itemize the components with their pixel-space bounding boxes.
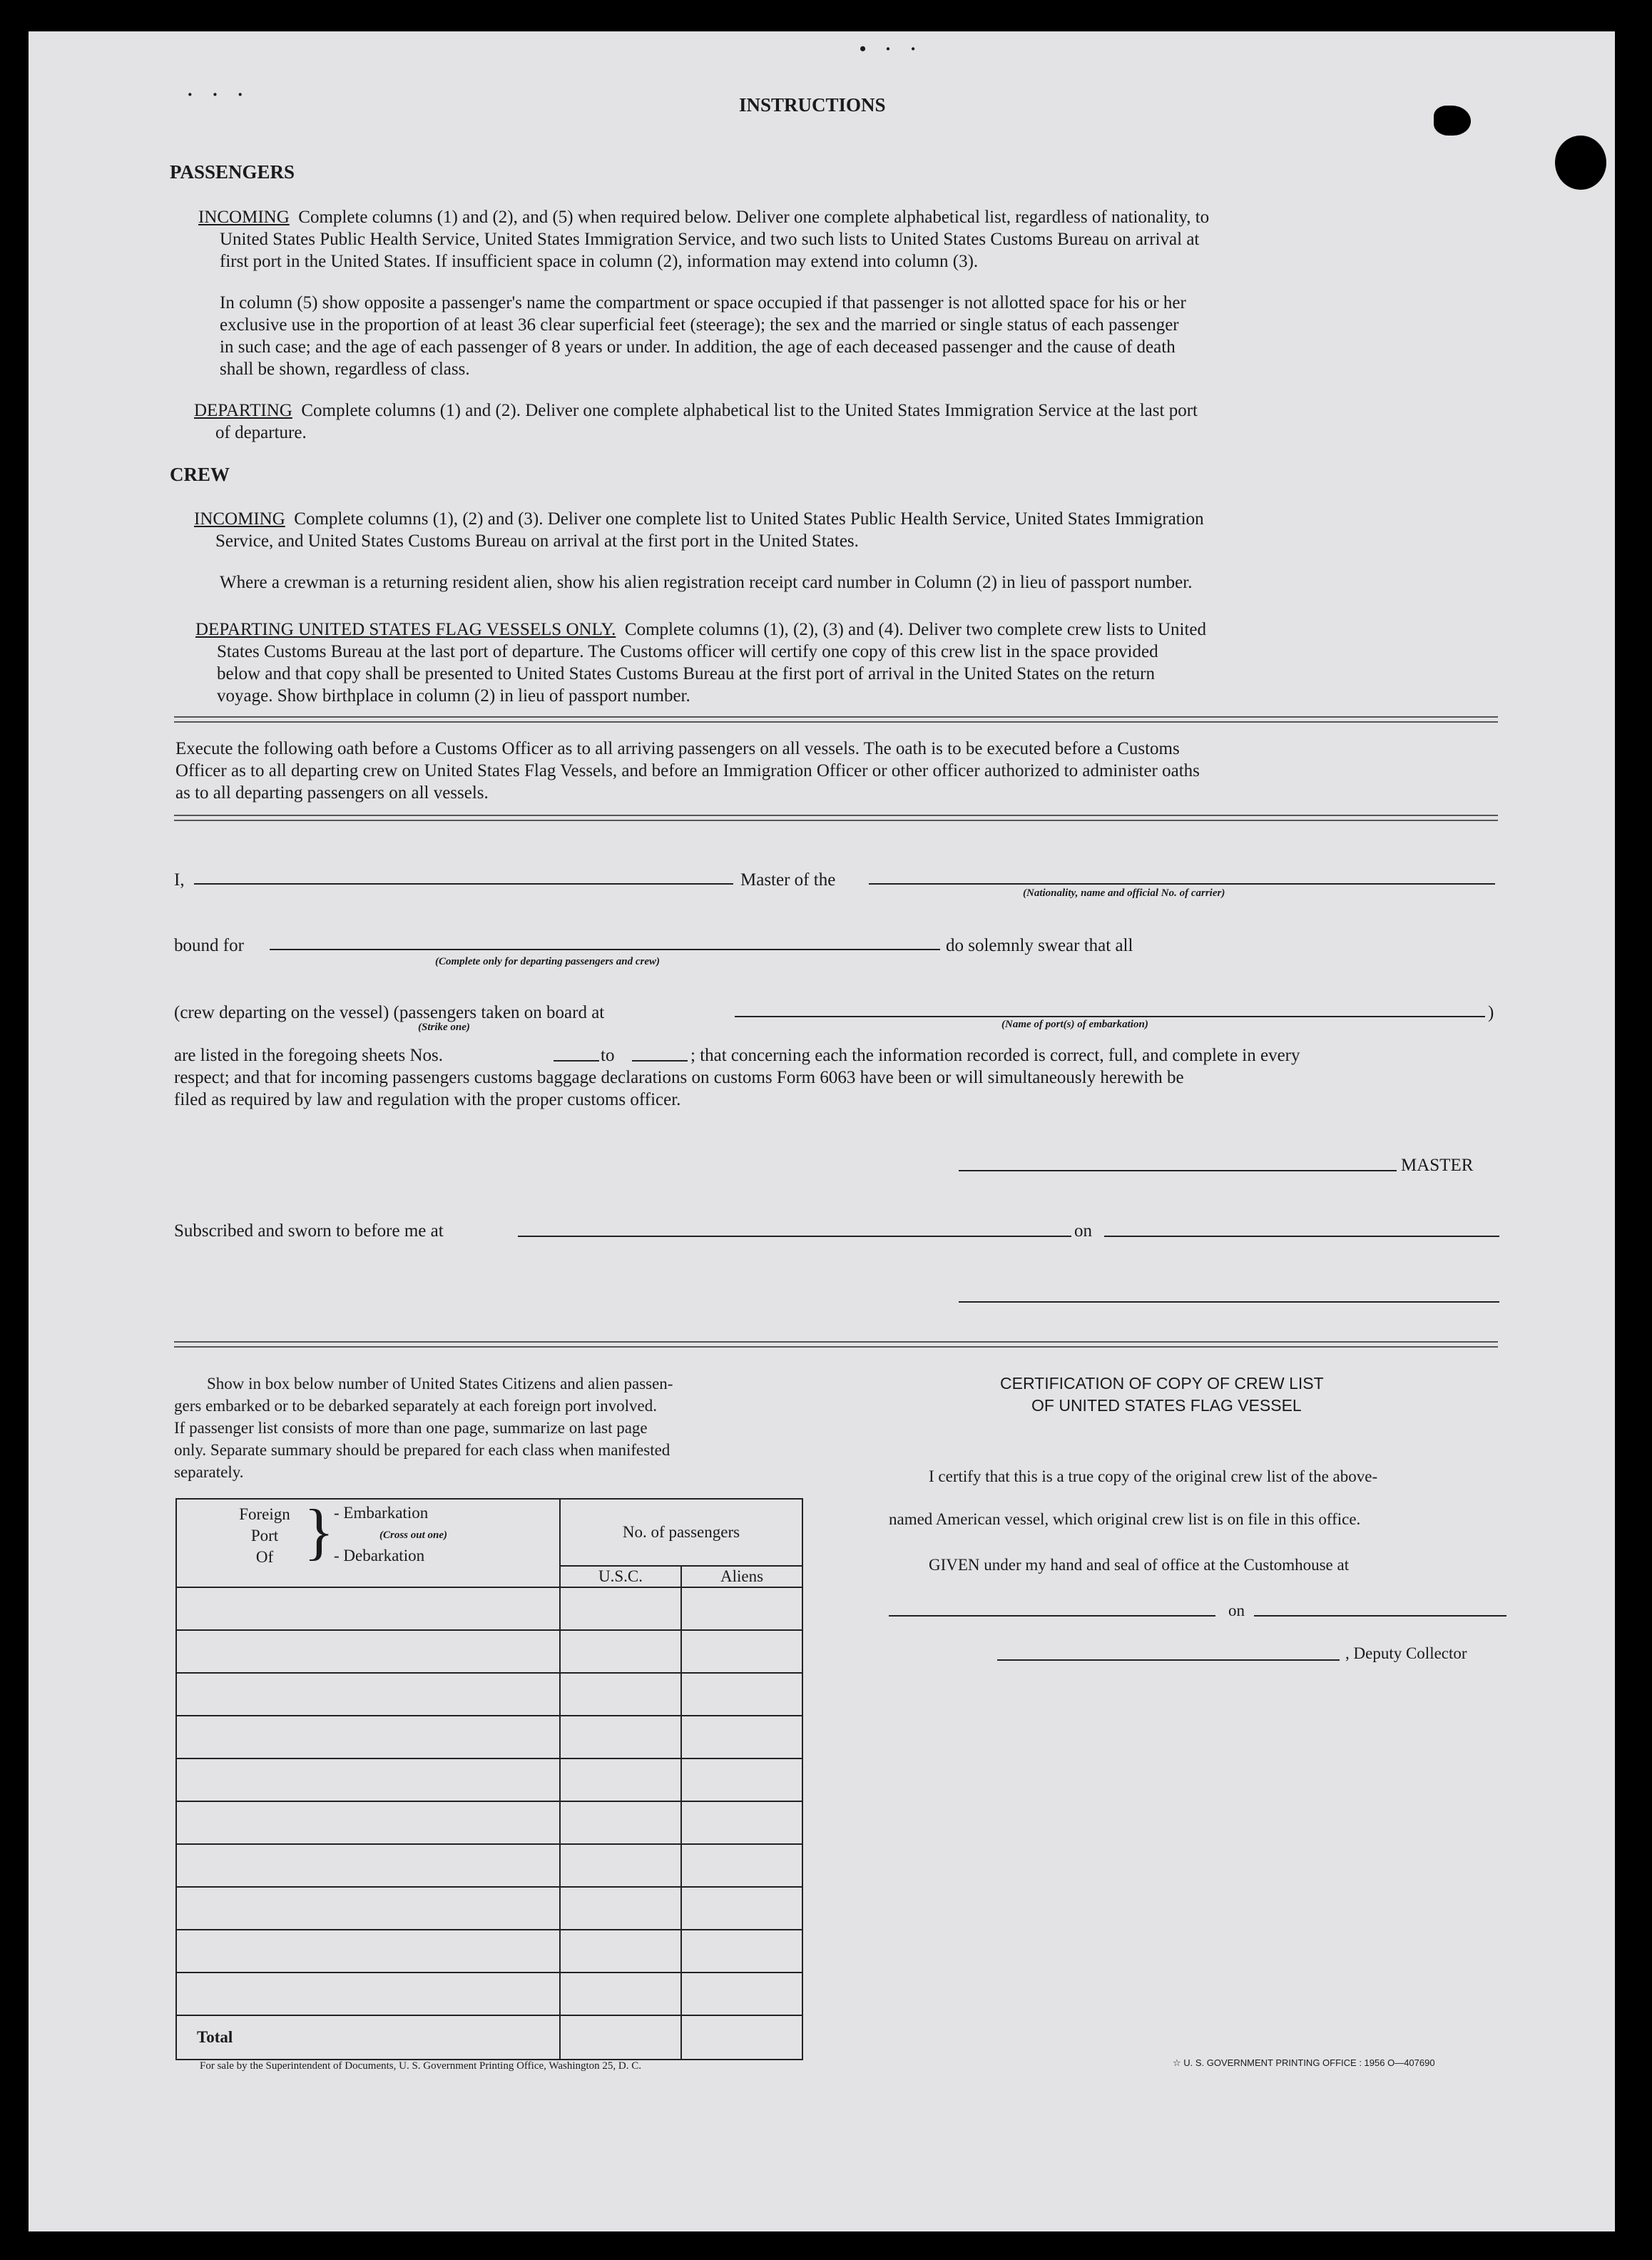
usc-cell[interactable] — [560, 1930, 681, 1973]
port-cell[interactable] — [176, 1587, 560, 1630]
passenger-summary-table — [175, 1498, 803, 2060]
usc-cell[interactable] — [560, 1887, 681, 1930]
crew-departing-label: (crew departing on the vessel) (passengers taken on board at — [174, 1003, 605, 1022]
port-cell[interactable] — [176, 1630, 560, 1673]
swear-label: do solemnly swear that all — [946, 936, 1133, 955]
passengers-incoming-line: first port in the United States. If insufficient space in column (2), information may extend into column (3). — [220, 252, 979, 271]
summary-intro-line: separately. — [174, 1463, 244, 1481]
port-cell[interactable] — [176, 1801, 560, 1844]
aliens-cell[interactable] — [681, 1930, 802, 1973]
usc-cell[interactable] — [560, 1673, 681, 1716]
port-cell[interactable] — [176, 1930, 560, 1973]
bound-for-hint: (Complete only for departing passengers and crew) — [435, 956, 660, 967]
aliens-cell[interactable] — [681, 1716, 802, 1758]
usc-cell[interactable] — [560, 1844, 681, 1887]
port-cell[interactable] — [176, 1887, 560, 1930]
total-row[interactable] — [176, 2015, 802, 2060]
cross-out-hint: (Cross out one) — [379, 1529, 448, 1541]
table-row[interactable] — [176, 1801, 802, 1844]
usc-cell[interactable] — [560, 1801, 681, 1844]
total-usc-cell[interactable] — [560, 2015, 681, 2060]
port-cell[interactable] — [176, 1973, 560, 2015]
passengers-departing-line: of departure. — [215, 423, 307, 442]
port-label: Port — [250, 1527, 279, 1544]
officer-signature-field[interactable] — [959, 1301, 1499, 1303]
aliens-cell[interactable] — [681, 1801, 802, 1844]
carrier-field[interactable] — [869, 883, 1495, 885]
no-of-passengers-header: No. of passengers — [560, 1499, 802, 1566]
certification-title: CERTIFICATION OF COPY OF CREW LIST — [1000, 1374, 1324, 1393]
certification-line: named American vessel, which original crew list is on file in this office. — [889, 1510, 1361, 1528]
bound-for-field[interactable] — [270, 949, 940, 950]
scan-specks: · · · — [187, 84, 251, 105]
crew-incoming-label: INCOMING — [194, 509, 285, 529]
ports-hint: (Name of port(s) of embarkation) — [1001, 1019, 1148, 1030]
certification-on-label: on — [1228, 1602, 1245, 1619]
embarkation-label: - Embarkation — [334, 1504, 429, 1522]
table-row[interactable] — [176, 1630, 802, 1673]
crew-incoming-line: Service, and United States Customs Bureau on arrival at the first port in the United States. — [215, 531, 859, 551]
oath-intro-line: as to all departing passengers on all vessels. — [175, 783, 489, 803]
column5-line: shall be shown, regardless of class. — [220, 360, 470, 379]
carrier-hint: (Nationality, name and official No. of carrier) — [1023, 887, 1225, 899]
sworn-date-field[interactable] — [1104, 1236, 1499, 1237]
footer-left: For sale by the Superintendent of Documents, U. S. Government Printing Office, Washington 25, D. C. — [200, 2060, 641, 2072]
table-row[interactable] — [176, 1973, 802, 2015]
sheet-from-field[interactable] — [554, 1060, 599, 1062]
usc-cell[interactable] — [560, 1587, 681, 1630]
table-row[interactable] — [176, 1844, 802, 1887]
listed-pre-label: are listed in the foregoing sheets Nos. — [174, 1046, 443, 1065]
certification-date-field[interactable] — [1254, 1615, 1506, 1617]
footer-right: ☆ U. S. GOVERNMENT PRINTING OFFICE : 1956 O—407690 — [1173, 2057, 1435, 2068]
summary-intro-line: only. Separate summary should be prepared for each class when manifested — [174, 1441, 671, 1459]
table-row[interactable] — [176, 1930, 802, 1973]
aliens-cell[interactable] — [681, 1844, 802, 1887]
passengers-incoming-line: United States Public Health Service, United States Immigration Service, and two such lists to United States Customs Bureau on arrival at — [220, 230, 1200, 249]
total-aliens-cell[interactable] — [681, 2015, 802, 2060]
section-divider — [174, 716, 1498, 723]
aliens-cell[interactable] — [681, 1673, 802, 1716]
aliens-cell[interactable] — [681, 1587, 802, 1630]
sheet-to-field[interactable] — [632, 1060, 688, 1062]
bound-for-label: bound for — [174, 936, 244, 955]
passengers-incoming-label: INCOMING — [198, 208, 290, 227]
aliens-cell[interactable] — [681, 1887, 802, 1930]
aliens-cell[interactable] — [681, 1758, 802, 1801]
summary-intro-line: gers embarked or to be debarked separately at each foreign port involved. — [174, 1397, 657, 1415]
filed-line: filed as required by law and regulation with the proper customs officer. — [174, 1090, 681, 1109]
section-divider — [174, 1341, 1498, 1348]
passengers-heading: PASSENGERS — [170, 161, 295, 183]
oath-intro-line: Officer as to all departing crew on United States Flag Vessels, and before an Immigration Officer or other officer authorized to administer oaths — [175, 761, 1200, 780]
usc-cell[interactable] — [560, 1758, 681, 1801]
oath-intro-line: Execute the following oath before a Customs Officer as to all arriving passengers on all vessels. The oath is to be executed before a Customs — [175, 739, 1180, 758]
ink-blot — [1555, 136, 1606, 190]
column5-line: in such case; and the age of each passenger of 8 years or under. In addition, the age of each deceased passenger and the cause of death — [220, 337, 1176, 357]
table-row[interactable] — [176, 1673, 802, 1716]
crew-departing-block — [195, 619, 1206, 641]
passengers-departing-label: DEPARTING — [194, 401, 292, 420]
table-row[interactable] — [176, 1587, 802, 1630]
usc-cell[interactable] — [560, 1973, 681, 2015]
summary-intro-line: Show in box below number of United States Citizens and alien passen- — [207, 1375, 673, 1393]
oath-i-label: I, — [174, 870, 185, 890]
passengers-incoming-line: Complete columns (1) and (2), and (5) when required below. Deliver one complete alphabetical list, regardless of nationality, to — [298, 208, 1210, 227]
aliens-cell[interactable] — [681, 1973, 802, 2015]
foreign-label: Foreign — [239, 1505, 290, 1523]
passengers-departing-line: Complete columns (1) and (2). Deliver one complete alphabetical list to the United States Immigration Service at the last port — [301, 401, 1198, 420]
respect-line: respect; and that for incoming passengers customs baggage declarations on customs Form 6063 have been or will simultaneously herewith be — [174, 1068, 1184, 1087]
listed-to-label: to — [601, 1046, 615, 1065]
usc-cell[interactable] — [560, 1716, 681, 1758]
table-header-row — [176, 1499, 802, 1566]
debarkation-label: - Debarkation — [334, 1547, 425, 1564]
aliens-header: Aliens — [681, 1566, 802, 1587]
passengers-departing-block — [194, 399, 1198, 422]
port-cell[interactable] — [176, 1758, 560, 1801]
embarkation-ports-field[interactable] — [735, 1016, 1485, 1017]
master-label: MASTER — [1401, 1156, 1474, 1175]
master-signature-field[interactable] — [959, 1170, 1397, 1171]
crew-departing-line: below and that copy shall be presented to United States Customs Bureau at the first port of arrival in the United States on the return — [217, 664, 1155, 683]
crew-departing-line: voyage. Show birthplace in column (2) in lieu of passport number. — [217, 686, 690, 706]
total-label: Total — [176, 2015, 560, 2060]
crew-resident-line: Where a crewman is a returning resident alien, show his alien registration receipt card number in Column (2) in lieu of passport number. — [220, 573, 1193, 592]
crew-incoming-block — [194, 508, 1204, 530]
crew-departing-label: DEPARTING UNITED STATES FLAG VESSELS ONLY. — [195, 620, 616, 639]
aliens-cell[interactable] — [681, 1630, 802, 1673]
usc-header: U.S.C. — [560, 1566, 681, 1587]
summary-intro-line: If passenger list consists of more than one page, summarize on last page — [174, 1419, 648, 1437]
customhouse-field[interactable] — [889, 1615, 1215, 1617]
subscribed-label: Subscribed and sworn to before me at — [174, 1221, 444, 1241]
port-cell[interactable] — [176, 1716, 560, 1758]
ink-blot — [1434, 106, 1471, 136]
crew-departing-line: States Customs Bureau at the last port of departure. The Customs officer will certify one copy of this crew list in the space provided — [217, 642, 1158, 661]
certification-line: GIVEN under my hand and seal of office at the Customhouse at — [929, 1556, 1350, 1574]
deputy-collector-signature[interactable] — [997, 1659, 1340, 1661]
scan-specks: • · · — [860, 39, 924, 59]
sworn-on-label: on — [1074, 1221, 1092, 1241]
deputy-collector-label: , Deputy Collector — [1345, 1644, 1467, 1662]
crew-heading: CREW — [170, 464, 230, 485]
master-name-field[interactable] — [194, 883, 733, 885]
column5-line: In column (5) show opposite a passenger's name the compartment or space occupied if that passenger is not allotted space for his or her — [220, 293, 1186, 312]
of-label: Of — [255, 1548, 274, 1566]
column5-line: exclusive use in the proportion of at least 36 clear superficial feet (steerage); the sex and the married or single status of each passenger — [220, 315, 1179, 335]
passengers-incoming-block — [198, 206, 1209, 228]
close-paren: ) — [1488, 1003, 1494, 1022]
master-of-the-label: Master of the — [740, 870, 836, 890]
table-row[interactable] — [176, 1758, 802, 1801]
crew-incoming-line: Complete columns (1), (2) and (3). Deliver one complete list to United States Public Health Service, United States Immigration — [294, 509, 1204, 529]
port-cell[interactable] — [176, 1673, 560, 1716]
certification-title: OF UNITED STATES FLAG VESSEL — [1031, 1396, 1302, 1415]
brace-icon: } — [304, 1497, 335, 1567]
table-row[interactable] — [176, 1716, 802, 1758]
strike-one-hint: (Strike one) — [418, 1022, 470, 1033]
listed-post-label: ; that concerning each the information recorded is correct, full, and complete in every — [690, 1046, 1300, 1065]
page-title: INSTRUCTIONS — [739, 94, 886, 116]
crew-departing-line: Complete columns (1), (2), (3) and (4). Deliver two complete crew lists to United — [624, 620, 1206, 639]
certification-line: I certify that this is a true copy of the original crew list of the above- — [929, 1467, 1378, 1485]
usc-cell[interactable] — [560, 1630, 681, 1673]
port-cell[interactable] — [176, 1844, 560, 1887]
section-divider — [174, 815, 1498, 821]
table-row[interactable] — [176, 1887, 802, 1930]
port-header-cell — [176, 1499, 560, 1587]
sworn-place-field[interactable] — [518, 1236, 1071, 1237]
